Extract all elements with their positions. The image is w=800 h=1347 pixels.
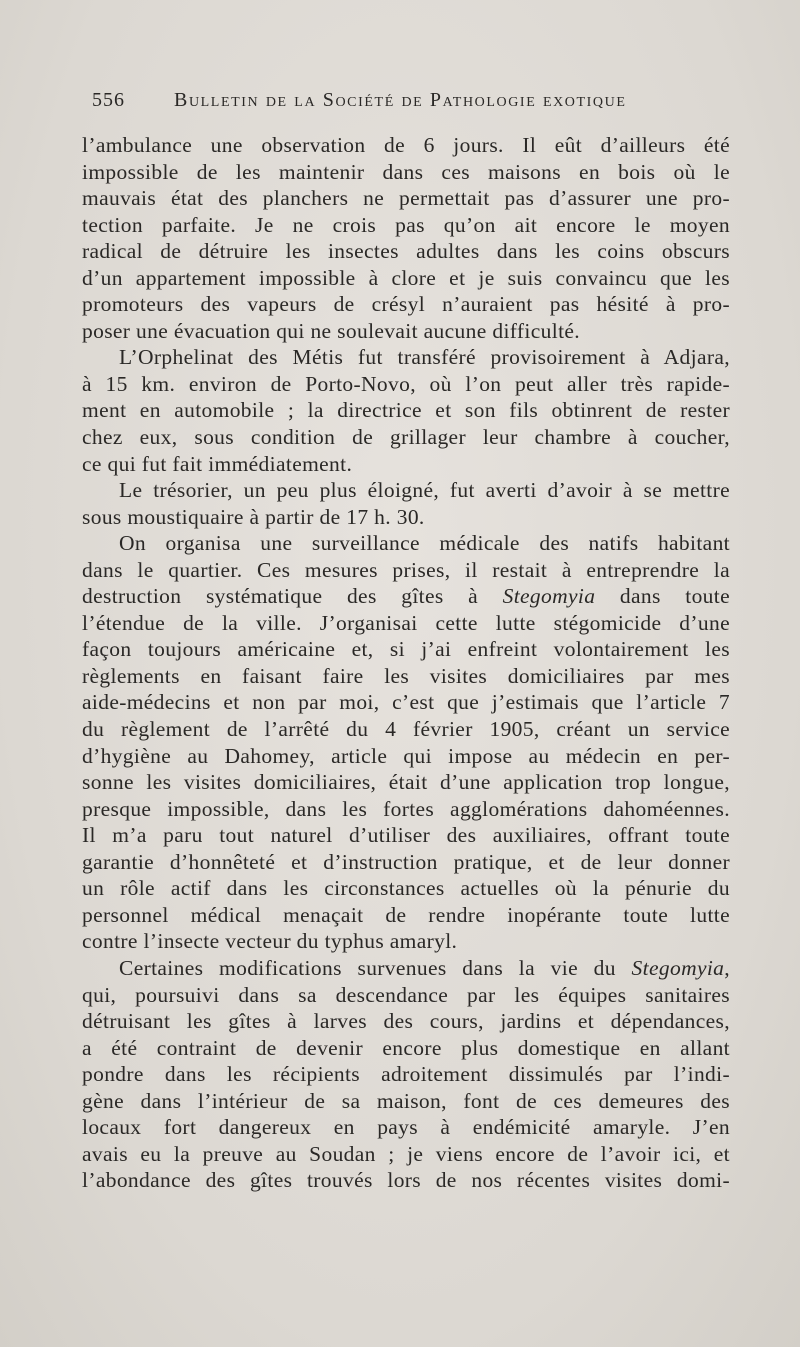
text-line: l’étendue de la ville. J’organisai cette lutte stégomicide d’une: [82, 610, 730, 635]
text-line: ment en automobile ; la directrice et son fils obtinrent de rester: [82, 398, 730, 423]
text-line: qui, poursuivi dans sa descendance par les équipes sanitaires: [82, 982, 730, 1007]
italic-term: Stegomyia: [631, 955, 725, 980]
text-line: chez eux, sous condition de grillager leur chambre à coucher,: [82, 425, 730, 450]
body-text: [82, 132, 730, 1194]
text-line: d’hygiène au Dahomey, article qui impose au médecin en per-: [82, 743, 730, 768]
text-line: dans le quartier. Ces mesures prises, il restait à entreprendre la: [82, 557, 730, 582]
text-line: a été contraint de devenir encore plus domestique en allant: [82, 1035, 730, 1060]
text-line: façon toujours américaine et, si j’ai enfreint volontairement les: [82, 637, 730, 662]
text-line: poser une évacuation qui ne soulevait aucune difficulté.: [82, 318, 581, 343]
text-line: garantie d’honnêteté et d’instruction pratique, et de leur donner: [82, 849, 730, 874]
page-number: 556: [92, 89, 125, 111]
text-line: contre l’insecte vecteur du typhus amaryl.: [82, 929, 458, 954]
text-line: personnel médical menaçait de rendre inopérante toute lutte: [82, 902, 730, 927]
running-title: Bulletin de la Société de Pathologie exotique: [174, 89, 627, 111]
text-line: impossible de les maintenir dans ces maisons en bois où le: [82, 159, 730, 184]
text-line: Il m’a paru tout naturel d’utiliser des auxiliaires, offrant toute: [82, 823, 730, 848]
text-line: promoteurs des vapeurs de crésyl n’auraient pas hésité à pro-: [82, 292, 730, 317]
italic-term: Stegomyia: [502, 584, 596, 609]
text-line: ce qui fut fait immédiatement.: [82, 451, 353, 476]
text-line: presque impossible, dans les fortes agglomérations dahoméennes.: [82, 796, 730, 821]
text-line: locaux fort dangereux en pays à endémicité amaryle. J’en: [82, 1115, 730, 1140]
text-line: Certaines modifications survenues dans la vie du Stegomyia,: [119, 955, 730, 980]
text-line: Le trésorier, un peu plus éloigné, fut averti d’avoir à se mettre: [119, 478, 730, 503]
text-line: du règlement de l’arrêté du 4 février 1905, créant un service: [82, 717, 730, 742]
text-line: tection parfaite. Je ne crois pas qu’on ait encore le moyen: [82, 212, 730, 237]
running-header: [92, 89, 742, 119]
text-line: radical de détruire les insectes adultes dans les coins obscurs: [82, 239, 730, 264]
text-line: aide-médecins et non par moi, c’est que j’estimais que l’article 7: [82, 690, 730, 715]
text-line: On organisa une surveillance médicale des natifs habitant: [119, 531, 730, 556]
text-line: gène dans l’intérieur de sa maison, font de ces demeures des: [82, 1088, 730, 1113]
text-line: sous moustiquaire à partir de 17 h. 30.: [82, 504, 425, 529]
text-line: à 15 km. environ de Porto-Novo, où l’on peut aller très rapide-: [82, 371, 730, 396]
text-line: sonne les visites domiciliaires, était d’une application trop longue,: [82, 770, 730, 795]
text-line: pondre dans les récipients adroitement dissimulés par l’indi-: [82, 1062, 730, 1087]
text-line: détruisant les gîtes à larves des cours, jardins et dépendances,: [82, 1009, 730, 1034]
text-line: destruction systématique des gîtes à Stegomyia dans toute: [82, 584, 730, 609]
text-line: règlements en faisant faire les visites domiciliaires par mes: [82, 663, 730, 688]
text-line: mauvais état des planchers ne permettait pas d’assurer une pro-: [82, 186, 730, 211]
text-line: avais eu la preuve au Soudan ; je viens encore de l’avoir ici, et: [82, 1141, 730, 1166]
text-line: L’Orphelinat des Métis fut transféré provisoirement à Adjara,: [119, 345, 730, 370]
text-line: un rôle actif dans les circonstances actuelles où la pénurie du: [82, 876, 730, 901]
text-line: l’ambulance une observation de 6 jours. Il eût d’ailleurs été: [82, 133, 730, 157]
text-line: d’un appartement impossible à clore et je suis convaincu que les: [82, 265, 730, 290]
text-line: l’abondance des gîtes trouvés lors de nos récentes visites domi-: [82, 1168, 730, 1193]
